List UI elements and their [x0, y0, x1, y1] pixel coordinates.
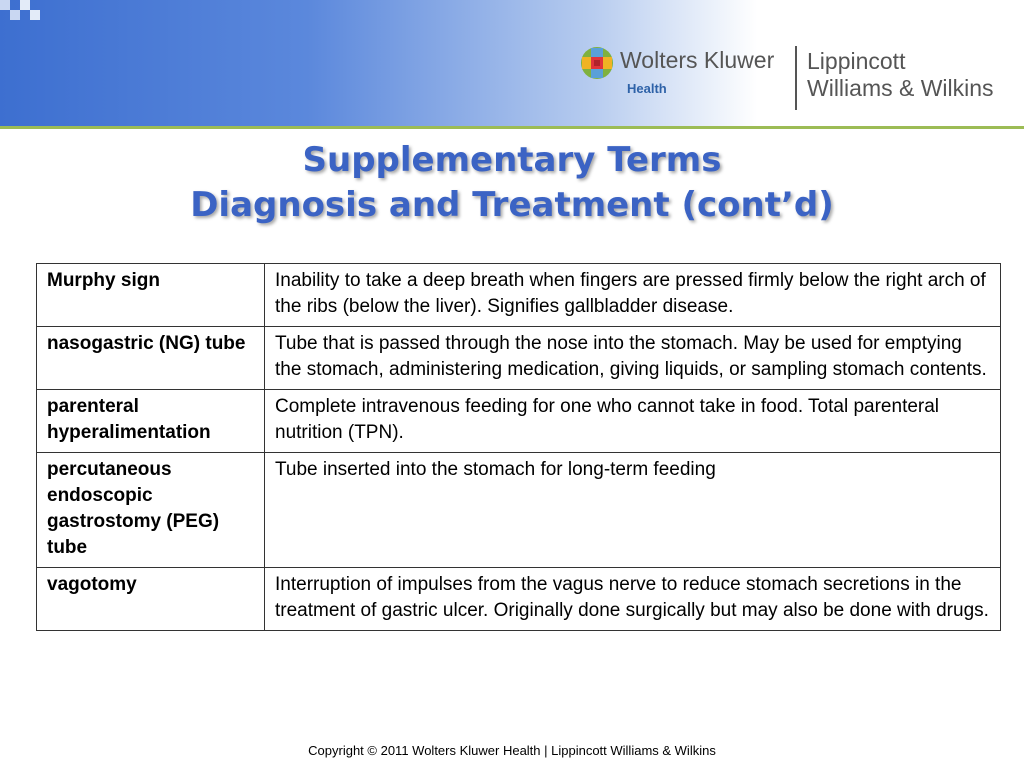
term-cell: nasogastric (NG) tube — [37, 327, 265, 390]
slide-title-line-2: Diagnosis and Treatment (cont’d) — [190, 185, 834, 225]
wolters-kluwer-logo-icon — [580, 46, 614, 80]
slide-title — [0, 138, 1024, 228]
header-accent-line — [0, 126, 1024, 129]
term-cell: percutaneous endoscopic gastrostomy (PEG) tube — [37, 453, 265, 568]
publisher-name — [807, 48, 994, 102]
publisher-line-2: Williams & Wilkins — [807, 75, 994, 101]
definition-cell: Tube that is passed through the nose into the stomach. May be used for emptying the stomach, administering medication, giving liquids, or sampling stomach contents. — [265, 327, 1001, 390]
table-row — [37, 390, 1001, 453]
decorative-squares — [0, 0, 60, 22]
definition-cell: Inability to take a deep breath when fingers are pressed firmly below the right arch of the ribs (below the liver). Signifies gallbladder disease. — [265, 264, 1001, 327]
definition-cell: Complete intravenous feeding for one who cannot take in food. Total parenteral nutrition (TPN). — [265, 390, 1001, 453]
term-cell: vagotomy — [37, 568, 265, 631]
terms-table — [36, 263, 1001, 631]
table-row — [37, 327, 1001, 390]
slide-title-line-1: Supplementary Terms — [302, 140, 722, 180]
publisher-logo — [580, 42, 1020, 114]
definition-cell: Tube inserted into the stomach for long-term feeding — [265, 453, 1001, 568]
brand-division: Health — [627, 81, 667, 96]
table-row — [37, 453, 1001, 568]
definition-cell: Interruption of impulses from the vagus nerve to reduce stomach secretions in the treatment of gastric ulcer. Originally done surgically but may also be done with drugs. — [265, 568, 1001, 631]
footer-copyright: Copyright © 2011 Wolters Kluwer Health | Lippincott Williams & Wilkins — [308, 743, 716, 758]
table-row — [37, 568, 1001, 631]
publisher-line-1: Lippincott — [807, 48, 906, 74]
table-row — [37, 264, 1001, 327]
brand-name: Wolters Kluwer — [620, 47, 775, 73]
term-cell: Murphy sign — [37, 264, 265, 327]
logo-divider — [795, 46, 797, 110]
term-cell: parenteral hyperalimentation — [37, 390, 265, 453]
